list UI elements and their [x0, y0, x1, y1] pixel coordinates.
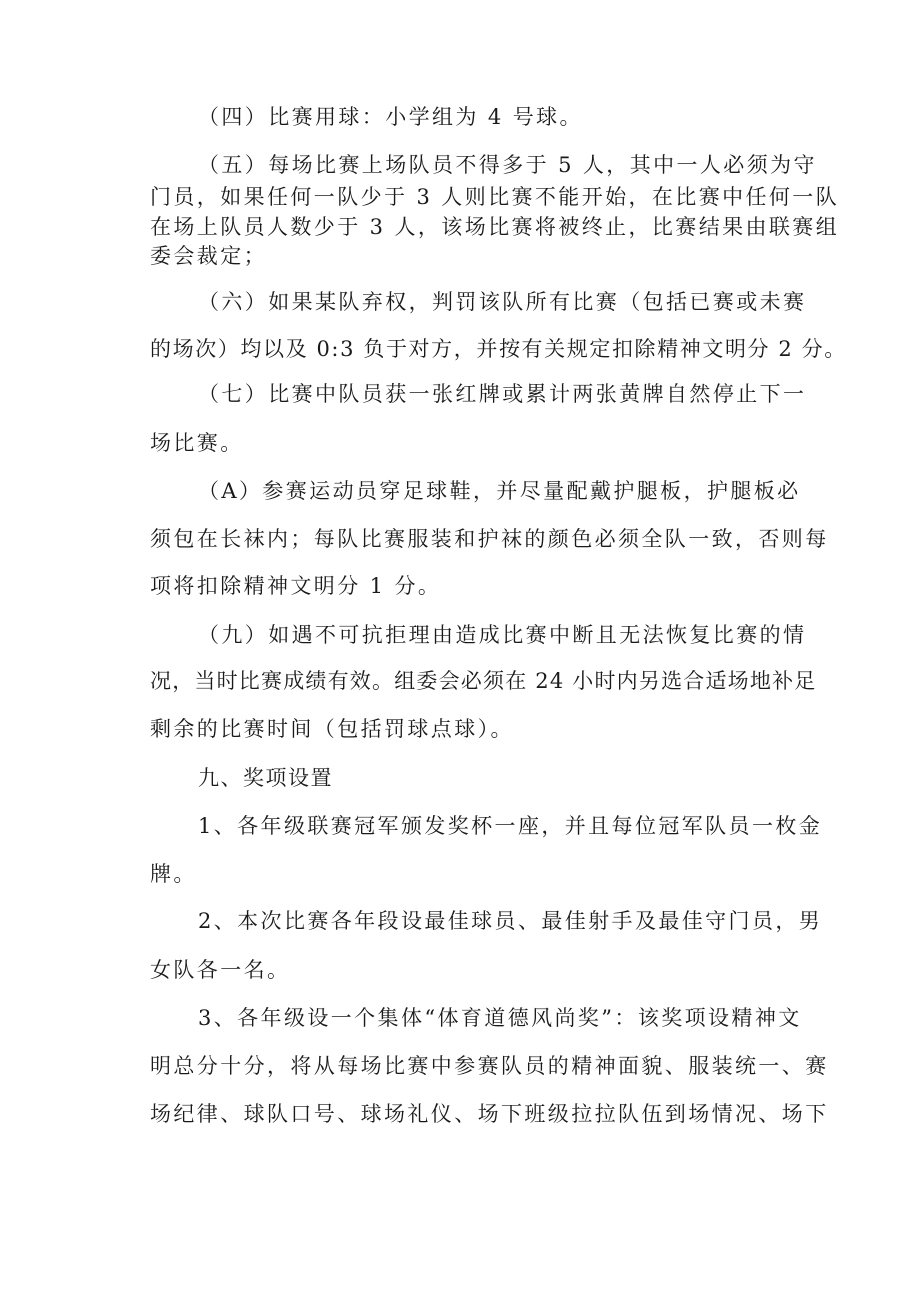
award-1-line-2: 牌。	[150, 862, 197, 886]
rule-9-line-3: 剩余的比赛时间（包括罚球点球）。	[150, 717, 514, 741]
rule-8-line-2: 须包在长袜内；每队比赛服装和护袜的颜色必须全队一致，否则每	[150, 527, 829, 551]
rule-5-line-3: 在场上队员人数少于 3 人，该场比赛将被终止，比赛结果由联赛组	[150, 215, 840, 239]
rule-5-line-1: （五）每场比赛上场队员不得多于 5 人，其中一人必须为守	[198, 153, 817, 177]
award-3-line-3: 场纪律、球队口号、球场礼仪、场下班级拉拉队伍到场情况、场下	[150, 1102, 829, 1126]
award-3-line-1: 3、各年级设一个集体“体育道德风尚奖”：该奖项设精神文	[198, 1006, 802, 1030]
rule-7-line-1: （七）比赛中队员获一张红牌或累计两张黄牌自然停止下一	[198, 382, 807, 406]
rule-8-line-1: （A）参赛运动员穿足球鞋，并尽量配戴护腿板，护腿板必	[198, 479, 801, 503]
rule-5-line-2: 门员，如果任何一队少于 3 人则比赛不能开始，在比赛中任何一队	[150, 185, 840, 209]
rule-5-line-4: 委会裁定；	[150, 244, 267, 268]
award-3-line-2: 明总分十分，将从每场比赛中参赛队员的精神面貌、服装统一、赛	[150, 1054, 829, 1078]
rule-6-line-2: 的场次）均以及 0:3 负于对方，并按有关规定扣除精神文明分 2 分。	[150, 337, 847, 361]
rule-7-line-2: 场比赛。	[150, 431, 244, 455]
rule-9-line-1: （九）如遇不可抗拒理由造成比赛中断且无法恢复比赛的情	[198, 623, 807, 647]
award-1-line-1: 1、各年级联赛冠军颁发奖杯一座，并且每位冠军队员一枚金	[198, 814, 823, 838]
award-2-line-1: 2、本次比赛各年段设最佳球员、最佳射手及最佳守门员，男	[198, 909, 823, 933]
section-awards-heading: 九、奖项设置	[198, 766, 333, 790]
award-2-line-2: 女队各一名。	[150, 958, 291, 982]
rule-4-ball: （四）比赛用球：小学组为 4 号球。	[198, 105, 583, 129]
rule-8-line-3: 项将扣除精神文明分 1 分。	[150, 574, 442, 598]
rule-9-line-2: 况，当时比赛成绩有效。组委会必须在 24 小时内另选合适场地补足	[150, 669, 817, 693]
rule-6-line-1: （六）如果某队弃权，判罚该队所有比赛（包括已赛或未赛	[198, 290, 807, 314]
